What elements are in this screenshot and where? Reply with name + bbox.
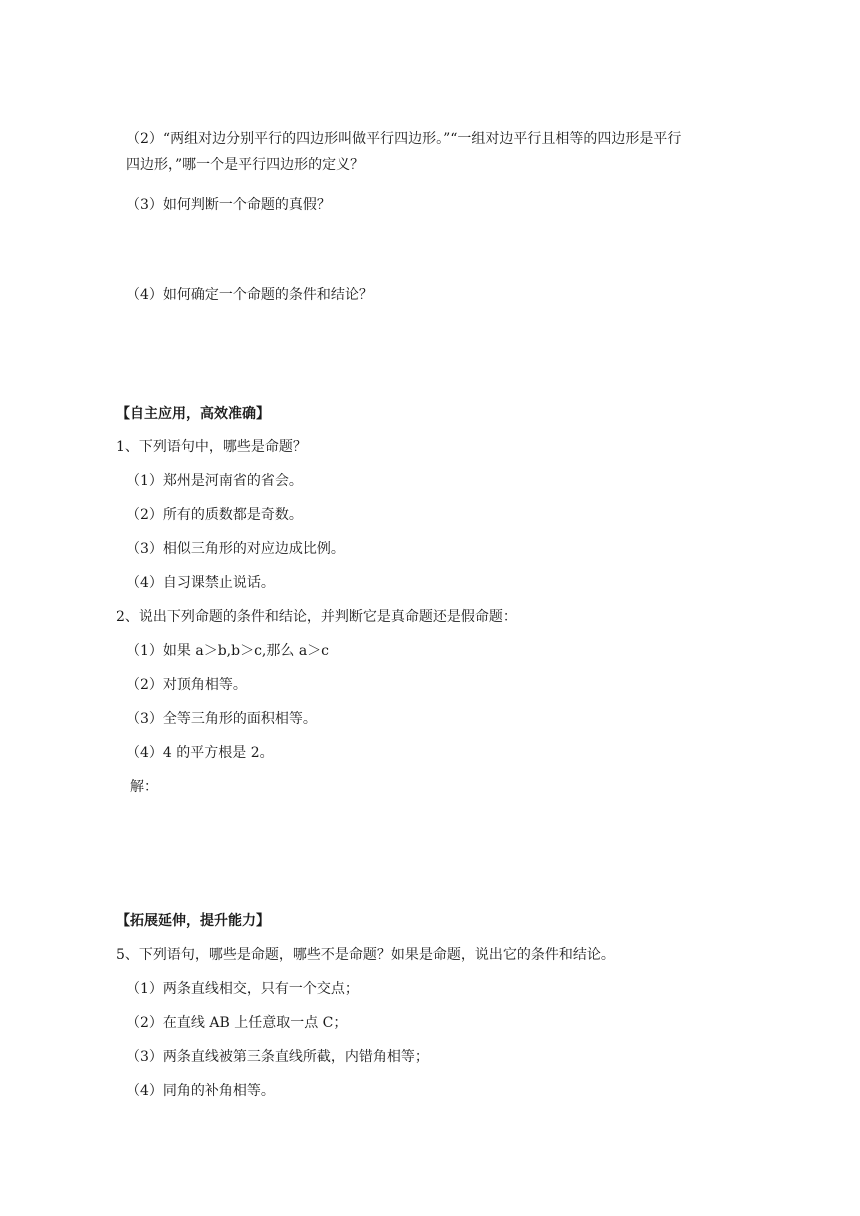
question-1-item: （4）自习课禁止说话。 bbox=[126, 575, 275, 591]
intro-question-2-line-1: （2）“两组对边分别平行的四边形叫做平行四边形。”“一组对边平行且相等的四边形是平行 bbox=[126, 131, 682, 147]
question-2-item: （3）全等三角形的面积相等。 bbox=[126, 711, 317, 727]
question-1-prompt: 1、下列语句中，哪些是命题？ bbox=[116, 439, 307, 455]
section-apply-heading: 【自主应用，高效准确】 bbox=[116, 406, 270, 422]
question-5-item: （3）两条直线被第三条直线所截，内错角相等； bbox=[126, 1049, 429, 1065]
question-1-item: （3）相似三角形的对应边成比例。 bbox=[126, 541, 345, 557]
intro-question-4: （4）如何确定一个命题的条件和结论？ bbox=[126, 287, 373, 303]
intro-question-3: （3）如何判断一个命题的真假？ bbox=[126, 197, 331, 213]
question-2-item: （2）对顶角相等。 bbox=[126, 677, 247, 693]
intro-question-2-line-2: 四边形，”哪一个是平行四边形的定义？ bbox=[126, 157, 365, 173]
question-1-item: （1）郑州是河南省的省会。 bbox=[126, 473, 303, 489]
question-2-item: （4）4 的平方根是 2。 bbox=[126, 745, 274, 761]
question-5-prompt: 5、下列语句，哪些是命题，哪些不是命题？如果是命题，说出它的条件和结论。 bbox=[116, 947, 615, 963]
question-1-item: （2）所有的质数都是奇数。 bbox=[126, 507, 303, 523]
question-2-item: （1）如果 a＞b,b＞c,那么 a＞c bbox=[126, 643, 330, 659]
question-5-item: （1）两条直线相交，只有一个交点； bbox=[126, 981, 359, 997]
answer-label: 解： bbox=[130, 779, 158, 795]
question-5-item: （2）在直线 AB 上任意取一点 C； bbox=[126, 1015, 348, 1031]
question-2-prompt: 2、说出下列命题的条件和结论，并判断它是真命题还是假命题： bbox=[116, 609, 517, 625]
section-extend-heading: 【拓展延伸，提升能力】 bbox=[116, 913, 270, 929]
question-5-item: （4）同角的补角相等。 bbox=[126, 1083, 275, 1099]
